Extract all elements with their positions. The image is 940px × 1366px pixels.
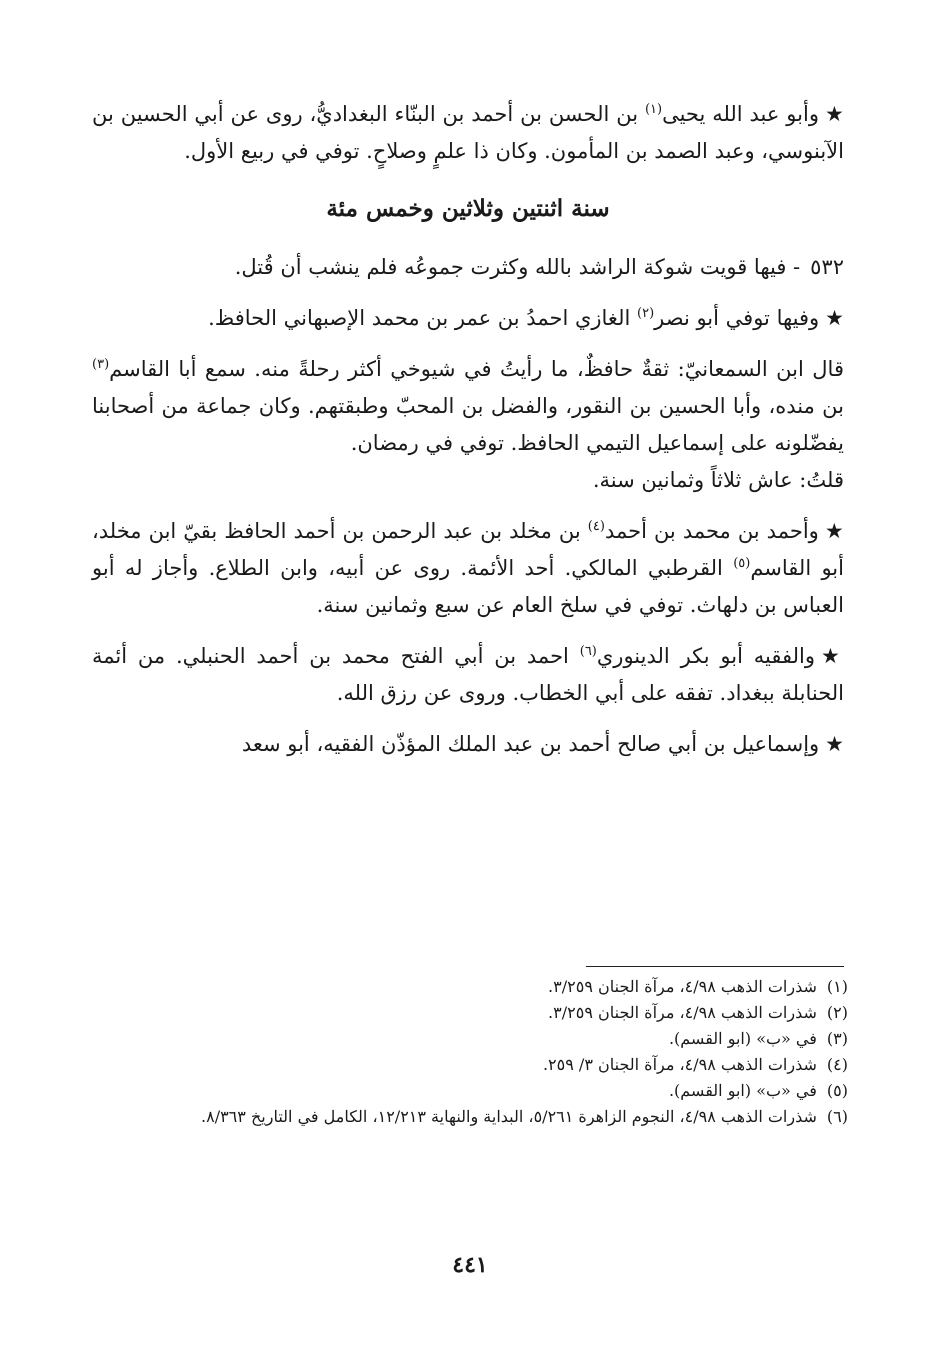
footnote-ref[interactable]: (٤) <box>587 519 605 534</box>
footnote-item <box>158 1026 848 1052</box>
author-comment: قلتُ: عاش ثلاثاً وثمانين سنة. <box>592 468 844 492</box>
star-icon: ★ <box>821 644 844 668</box>
star-icon: ★ <box>824 102 844 126</box>
footnote-text: في «ب» (ابو القسم). <box>668 1081 817 1100</box>
event-text: - فيها قويت شوكة الراشد بالله وكثرت جموعُه فلم ينشب أن قُتل. <box>234 255 801 279</box>
footnote-ref[interactable]: (٥) <box>733 556 751 571</box>
footnote-number: (٢) <box>826 1003 848 1022</box>
entry-text: وأحمد بن محمد بن أحمد <box>604 519 819 543</box>
quote-ibn-samani <box>92 351 844 462</box>
page-number: ٤٤١ <box>452 1252 488 1278</box>
footnote-text: شذرات الذهب ٤/٩٨، مرآة الجنان ٣/ ٢٥٩. <box>542 1055 817 1074</box>
entry-text: وإسماعيل بن أبي صالح أحمد بن عبد الملك المؤذّن الفقيه، أبو سعد <box>241 732 820 756</box>
entry-ismail <box>92 726 844 763</box>
entry-ahmad-makhlad <box>92 513 844 624</box>
star-icon: ★ <box>824 519 844 543</box>
footnote-number: (٥) <box>826 1081 848 1100</box>
footnote-item <box>158 974 848 1000</box>
footnote-divider <box>586 966 844 967</box>
event-532 <box>92 249 844 286</box>
entry-text: وأبو عبد الله يحيى <box>662 102 819 126</box>
footnote-item <box>158 1052 848 1078</box>
footnote-text: شذرات الذهب ٤/٩٨، مرآة الجنان ٣/٢٥٩. <box>548 1003 817 1022</box>
footnote-number: (٣) <box>826 1029 848 1048</box>
footnote-number: (٤) <box>826 1055 848 1074</box>
entry-yahya <box>92 96 844 170</box>
footnote-text: شذرات الذهب ٤/٩٨، النجوم الزاهرة ٥/٢٦١، البداية والنهاية ١٢/٢١٣، الكامل في التاريخ ٨/٣٦٣. <box>201 1107 817 1126</box>
entry-text: والفقيه أبو بكر الدينوري <box>596 644 815 668</box>
footnote-number: (١) <box>826 977 848 996</box>
footnote-text: شذرات الذهب ٤/٩٨، مرآة الجنان ٣/٢٥٩. <box>548 977 817 996</box>
footnote-item <box>158 1000 848 1026</box>
footnote-ref[interactable]: (٢) <box>637 306 655 321</box>
footnotes <box>158 974 848 1130</box>
year-heading: سنة اثنتين وثلاثين وخمس مئة <box>326 195 610 222</box>
entry-text: احمد بن أبي الفتح محمد بن أحمد الحنبلي. من أئمة الحنابلة ببغداد. تفقه على أبي الخطاب. وروى عن رزق الله. <box>92 644 844 705</box>
entry-abu-nasr <box>92 300 844 337</box>
footnote-ref[interactable]: (٣) <box>92 357 110 372</box>
footnote-item <box>158 1104 848 1130</box>
footnote-text: في «ب» (ابو القسم). <box>668 1029 817 1048</box>
entry-text: بن منده، وأبا الحسين بن النقور، والفضل بن المحبّ وطبقتهم. وكان جماعة من أصحابنا يفضّلونه على إسماعيل التيمي الحافظ. توفي في رمضان. <box>92 394 844 455</box>
entry-text: القرطبي المالكي. أحد الأئمة. روى عن أبيه، وابن الطلاع. وأجاز له أبو العباس بن دلهاث. توفي في سلخ العام عن سبع وثمانين سنة. <box>92 556 844 617</box>
entry-text: قال ابن السمعانيّ: ثقةٌ حافظٌ، ما رأيتُ في شيوخي أكثر رحلةً منه. سمع أبا القاسم <box>109 357 844 381</box>
entry-text: بن الحسن بن أحمد بن البنّاء البغداديُّ، روى عن أبي الحسين بن الآبنوسي، وعبد الصمد بن المأمون. وكان ذا علمٍ وصلاحٍ. توفي في ربيع الأول. <box>92 102 844 163</box>
footnote-item <box>158 1078 848 1104</box>
star-icon: ★ <box>825 306 844 330</box>
entry-text: الغازي احمدُ بن عمر بن محمد الإصبهاني الحافظ. <box>208 306 631 330</box>
footnote-ref[interactable]: (١) <box>644 102 663 117</box>
main-text <box>92 96 844 777</box>
footnote-number: (٦) <box>826 1107 848 1126</box>
entry-text: وفيها توفي أبو نصر <box>654 306 820 330</box>
entry-text: بن مخلد بن عبد الرحمن بن أحمد الحافظ بقيّ ابن مخلد، أبو القاسم <box>92 519 844 580</box>
star-icon: ★ <box>825 732 844 756</box>
footnote-ref[interactable]: (٦) <box>579 644 597 659</box>
entry-dinawari <box>92 638 844 712</box>
event-number: ٥٣٢ <box>810 255 844 279</box>
